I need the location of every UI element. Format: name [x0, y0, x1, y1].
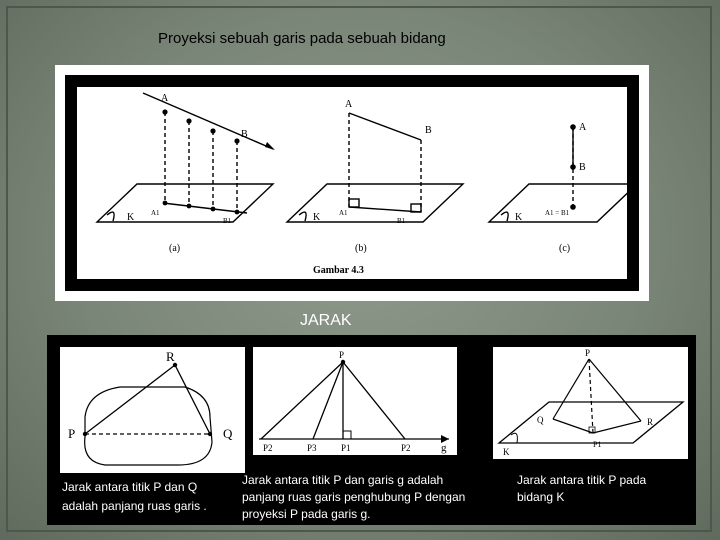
projection-diagram [77, 87, 627, 279]
caption-point-point-1: Jarak antara titik P dan Q [62, 480, 198, 494]
label-a1-b: A1 [339, 209, 348, 217]
label-p-plane: P [585, 348, 591, 358]
label-p2-left: P2 [263, 443, 273, 453]
line-a1b1-b [349, 207, 421, 212]
label-a-a: A [161, 93, 169, 104]
label-b-b: B [425, 125, 432, 136]
label-k-a: K [127, 212, 135, 223]
label-b1-a: B1 [223, 217, 232, 225]
label-b-c: B [579, 162, 586, 173]
label-p2-right: P2 [401, 443, 411, 453]
line-ab-b [349, 113, 421, 140]
label-b1-b: B1 [397, 217, 406, 225]
label-q: Q [223, 426, 233, 441]
panel-point-line [253, 347, 457, 455]
figure-distance [47, 335, 696, 525]
label-a1b1-c: A1 = B1 [545, 209, 570, 217]
line-a1b1-a [163, 203, 247, 213]
sublabel-c: (c) [559, 243, 571, 254]
caption-point-line-1: Jarak antara titik P dan garis g adalah [242, 473, 444, 487]
label-k-plane: K [503, 447, 510, 457]
caption-point-point-2: adalah panjang ruas garis . [62, 499, 207, 513]
plane-a [97, 184, 273, 222]
slide-title: Proyeksi sebuah garis pada sebuah bidang [158, 30, 446, 47]
label-p: P [68, 426, 76, 441]
label-k-b: K [313, 212, 321, 223]
panel-point-point [60, 347, 245, 473]
label-p1-plane: P1 [593, 440, 602, 449]
label-a-b: A [345, 99, 353, 110]
figure-caption: Gambar 4.3 [313, 265, 364, 276]
label-k-c: K [515, 212, 523, 223]
caption-point-line-2: panjang ruas garis penghubung P dengan [242, 490, 466, 504]
label-r: R [166, 349, 175, 364]
label-g: g [441, 442, 447, 454]
label-a-c: A [579, 122, 587, 133]
caption-point-line-3: proyeksi P pada garis g. [242, 507, 371, 521]
sublabel-a: (a) [169, 243, 181, 254]
label-p3: P3 [307, 443, 317, 453]
label-b-a: B [241, 129, 248, 140]
label-p1: P1 [341, 443, 351, 453]
label-a1-a: A1 [151, 209, 160, 217]
sublabel-b: (b) [355, 243, 367, 254]
label-r-plane: R [647, 417, 654, 427]
panel-point-plane [493, 347, 688, 459]
figure-projection [55, 65, 649, 301]
label-q-plane: Q [537, 415, 544, 425]
section-title-jarak: JARAK [300, 312, 352, 329]
caption-point-plane-1: Jarak antara titik P pada [517, 473, 647, 487]
label-p-top: P [339, 350, 345, 360]
caption-point-plane-2: bidang K [517, 490, 565, 504]
